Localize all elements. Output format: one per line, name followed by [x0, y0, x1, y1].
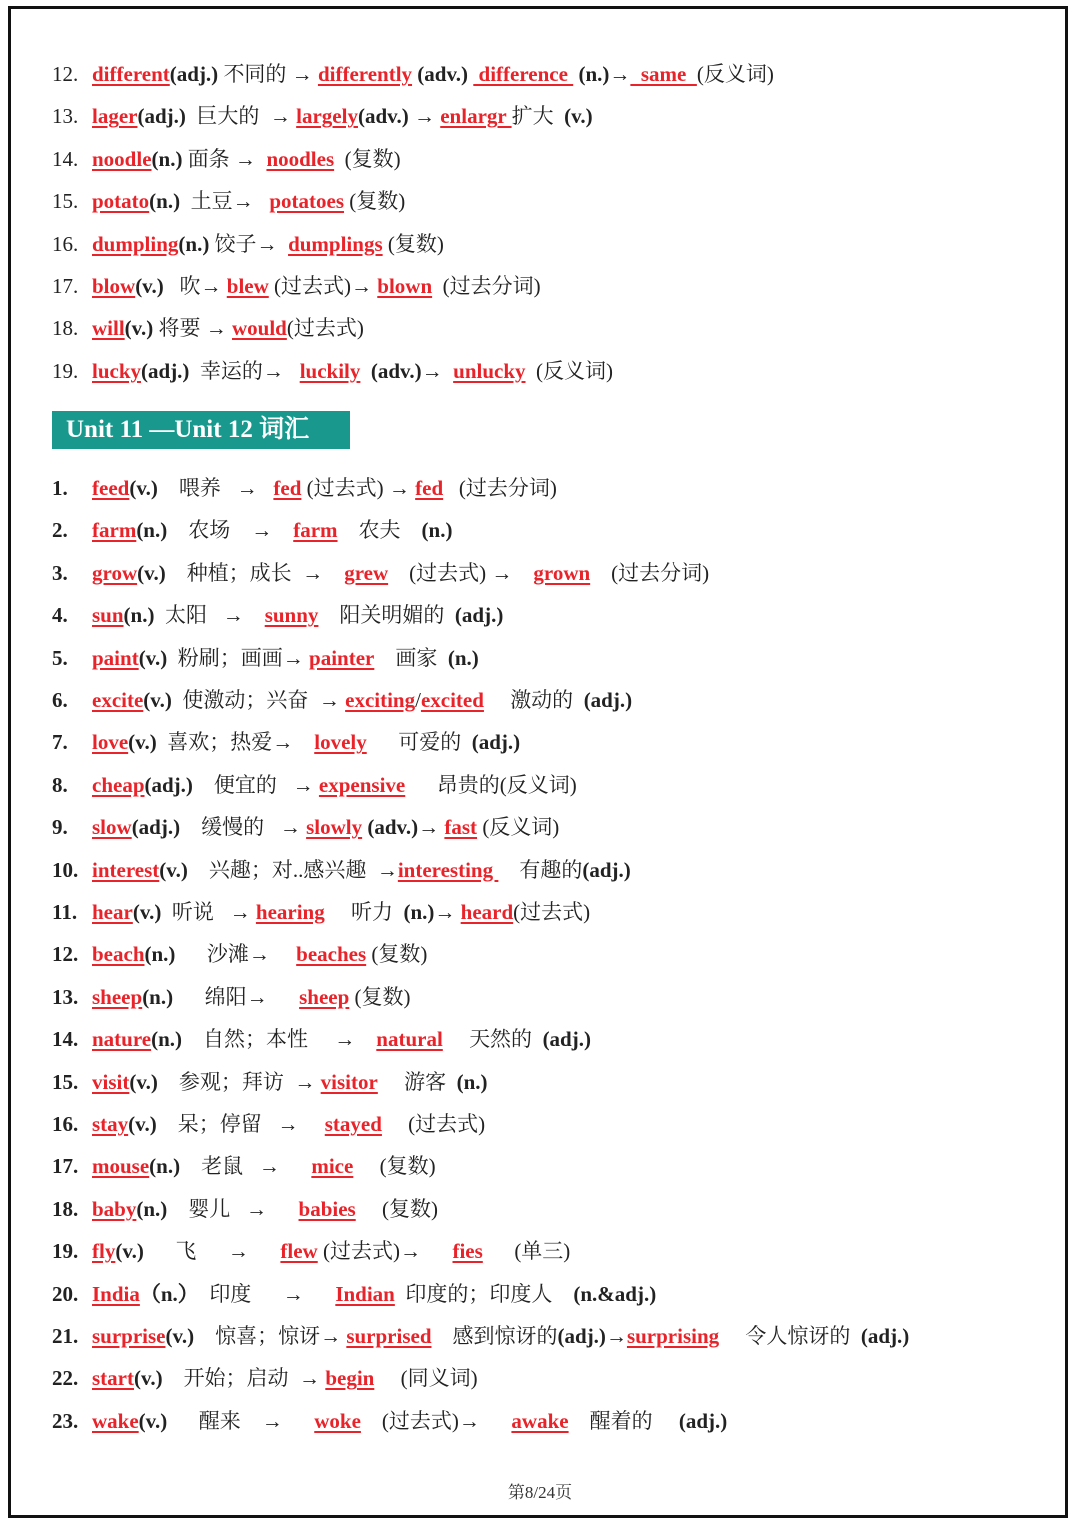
vocab-entry — [52, 271, 541, 301]
vocab-word: heard — [460, 900, 514, 924]
vocab-word: noodles — [266, 146, 335, 171]
part-of-speech: (v.) — [143, 688, 172, 712]
vocab-word: will — [92, 316, 125, 341]
meaning-text: 将要 → — [153, 316, 232, 341]
meaning-text: (反义词) — [696, 62, 774, 86]
part-of-speech: (n.) — [136, 518, 168, 543]
part-of-speech: (v.) — [132, 900, 162, 924]
meaning-text: 令人惊讶的 — [719, 1324, 856, 1348]
vocab-entry — [52, 1109, 485, 1139]
part-of-speech: (v.) — [165, 1324, 195, 1348]
part-of-speech: (adj.) — [141, 358, 190, 383]
vocab-word: dumpling — [92, 231, 179, 256]
vocab-word: blow — [92, 274, 136, 298]
entry-number: 19. — [52, 358, 79, 383]
part-of-speech: (adj.) — [144, 772, 193, 797]
meaning-text: 便宜的 → — [192, 772, 319, 797]
vocab-word: potatoes — [269, 189, 345, 214]
meaning-text: 饺子→ — [209, 231, 289, 256]
meaning-text: (过去式) — [286, 316, 364, 341]
meaning-text: (过去式) — [513, 900, 591, 924]
part-of-speech: (n.) — [403, 900, 435, 924]
meaning-text: 听说 → — [161, 900, 256, 924]
vocab-word: baby — [92, 1196, 137, 1221]
meaning-text: 印度的；印度人 — [394, 1281, 574, 1306]
vocab-word: slow — [92, 815, 132, 840]
vocab-word: lovely — [314, 730, 367, 755]
meaning-text: 感到惊讶的 — [431, 1324, 558, 1348]
meaning-text: 不同的 → — [218, 62, 318, 86]
meaning-text: 喜欢；热爱→ — [156, 730, 315, 755]
meaning-text: (复数) — [353, 1154, 436, 1179]
vocab-word: fed — [273, 476, 302, 500]
part-of-speech: （n.） — [139, 1281, 199, 1306]
meaning-text: 农夫 — [337, 518, 412, 543]
part-of-speech: (n.) — [178, 231, 210, 256]
entry-number: 2. — [52, 518, 68, 543]
vocab-word: India — [92, 1281, 140, 1306]
meaning-text: 粉刷；画画→ — [167, 645, 310, 670]
entry-number: 12. — [52, 942, 79, 967]
meaning-text: 喂养 → — [157, 476, 274, 500]
vocab-word: would — [232, 316, 287, 341]
entry-number: 14. — [52, 1027, 79, 1052]
meaning-text: (过去式)→ — [360, 1408, 512, 1433]
vocab-word: fast — [444, 815, 478, 840]
part-of-speech: (v.) — [115, 1239, 144, 1264]
vocab-word: expensive — [318, 772, 406, 797]
meaning-text: 天然的 — [442, 1027, 538, 1052]
entry-number: 16. — [52, 231, 79, 256]
vocab-entry — [52, 1151, 436, 1181]
part-of-speech: (n.) — [142, 984, 174, 1009]
meaning-text: 吹→ — [163, 274, 227, 298]
vocab-word: Indian — [335, 1281, 395, 1306]
vocab-word: differently — [317, 62, 413, 86]
vocab-entry — [52, 600, 503, 630]
vocab-word: mouse — [92, 1154, 150, 1179]
vocab-word: interesting — [397, 857, 499, 882]
vocab-word: exciting — [345, 688, 416, 712]
entry-number: 17. — [52, 274, 79, 298]
vocab-word: different — [92, 62, 170, 86]
vocab-word: flew — [280, 1239, 318, 1264]
meaning-text: (复数) — [355, 1196, 438, 1221]
part-of-speech: (adj.) — [537, 1027, 591, 1052]
vocab-word: potato — [92, 189, 150, 214]
vocab-word: fly — [92, 1239, 116, 1264]
entry-number: 15. — [52, 189, 79, 214]
vocab-entry — [52, 144, 401, 174]
vocab-word: awake — [511, 1408, 569, 1433]
vocab-word: surprised — [346, 1324, 432, 1348]
vocab-word: same — [630, 62, 697, 86]
vocab-word: surprising — [626, 1324, 720, 1348]
vocab-word: hear — [92, 900, 133, 924]
meaning-text: 听力 — [324, 900, 404, 924]
vocab-entry — [52, 982, 411, 1012]
part-of-speech: (n.) — [151, 146, 183, 171]
meaning-text: 巨大的 → — [185, 104, 297, 129]
vocab-entry — [52, 1067, 488, 1097]
entry-number: 11. — [52, 900, 78, 924]
part-of-speech: (v.) — [124, 316, 154, 341]
meaning-text: → — [605, 1324, 627, 1348]
part-of-speech: (adj.) — [557, 1324, 606, 1348]
vocab-word: difference — [473, 62, 574, 86]
meaning-text: 飞 → — [143, 1239, 281, 1264]
part-of-speech: (n.) — [451, 1069, 488, 1094]
part-of-speech: (v.) — [129, 476, 158, 500]
vocab-entry — [52, 1321, 909, 1351]
meaning-text: 缓慢的 → — [180, 815, 307, 840]
vocab-word: begin — [325, 1366, 375, 1391]
vocab-word: paint — [92, 645, 139, 670]
vocab-word: unlucky — [453, 358, 526, 383]
meaning-text: 惊喜；惊讶→ — [194, 1324, 347, 1348]
entry-number: 15. — [52, 1069, 79, 1094]
vocab-word: hearing — [255, 900, 325, 924]
vocab-word: grown — [533, 560, 591, 585]
vocab-word: wake — [92, 1408, 139, 1433]
meaning-text: 有趣的 — [498, 857, 583, 882]
entry-number: 8. — [52, 772, 68, 797]
vocab-word: woke — [314, 1408, 361, 1433]
entry-number: 22. — [52, 1366, 79, 1391]
vocab-word: grow — [92, 560, 138, 585]
vocab-word: lager — [92, 104, 138, 129]
meaning-text: (过去式)→ — [317, 1239, 453, 1264]
entry-number: 5. — [52, 645, 68, 670]
meaning-text: 沙滩→ — [175, 942, 297, 967]
vocab-entry — [52, 1406, 727, 1436]
entry-number: 4. — [52, 603, 68, 628]
meaning-text: (复数) — [366, 942, 428, 967]
part-of-speech: (adv.) — [362, 815, 419, 840]
meaning-text: (复数) — [334, 146, 401, 171]
part-of-speech: (adj.) — [578, 688, 633, 712]
meaning-text: (复数) — [349, 984, 411, 1009]
meaning-text: → — [418, 815, 445, 840]
part-of-speech: (v.) — [138, 645, 168, 670]
vocab-word: blew — [226, 274, 269, 298]
meaning-text: 印度 → — [198, 1281, 336, 1306]
entry-number: 16. — [52, 1112, 79, 1136]
part-of-speech: (adj.) — [131, 815, 181, 840]
vocab-entry — [52, 1194, 438, 1224]
part-of-speech: (v.) — [133, 1366, 163, 1391]
entry-number: 9. — [52, 815, 68, 840]
vocab-word: sun — [92, 603, 124, 628]
part-of-speech: (v.) — [558, 104, 593, 129]
part-of-speech: (adv.) — [412, 62, 474, 86]
vocab-word: farm — [92, 518, 137, 543]
meaning-text: 游客 — [377, 1069, 452, 1094]
entry-number: 3. — [52, 560, 68, 585]
vocab-entry — [52, 1236, 570, 1266]
part-of-speech: (adv.)→ — [360, 358, 454, 383]
meaning-text: (反义词) — [477, 815, 560, 840]
vocab-word: noodle — [92, 146, 152, 171]
meaning-text: 画家 — [374, 645, 443, 670]
vocab-word: start — [92, 1366, 134, 1391]
entry-number: 18. — [52, 1196, 79, 1221]
vocab-word: stayed — [324, 1112, 382, 1136]
vocab-entry — [52, 558, 709, 588]
entry-number: 23. — [52, 1408, 79, 1433]
vocab-word: nature — [92, 1027, 152, 1052]
vocab-word: slowly — [306, 815, 363, 840]
vocab-word: sunny — [264, 603, 319, 628]
meaning-text: → — [434, 900, 461, 924]
meaning-text: 醒着的 — [568, 1408, 674, 1433]
part-of-speech: (v.) — [138, 1408, 168, 1433]
meaning-text: 阳关明媚的 — [318, 603, 450, 628]
meaning-text: 绵阳→ — [173, 984, 300, 1009]
part-of-speech: (n.) — [151, 1027, 183, 1052]
vocab-word: visit — [92, 1069, 130, 1094]
vocab-word: love — [92, 730, 129, 755]
page-number: 第8/24页 — [507, 1483, 573, 1502]
vocab-entry — [52, 59, 774, 89]
part-of-speech: (adj.) — [449, 603, 504, 628]
meaning-text: → — [408, 104, 441, 129]
meaning-text: 太阳 → — [154, 603, 265, 628]
unit-heading: Unit 11 —Unit 12 词汇 — [52, 411, 350, 449]
vocab-entry — [52, 186, 405, 216]
vocab-entry — [52, 939, 427, 969]
vocab-entry — [52, 727, 520, 757]
meaning-text: 婴儿 → — [167, 1196, 299, 1221]
vocab-word: visitor — [320, 1069, 378, 1094]
part-of-speech: (v.) — [129, 1069, 158, 1094]
part-of-speech: (n.) — [149, 1154, 181, 1179]
vocab-entry — [52, 1363, 478, 1393]
vocab-word: stay — [92, 1112, 129, 1136]
entry-number: 14. — [52, 146, 79, 171]
part-of-speech: (n.) — [442, 645, 479, 670]
vocab-entry — [52, 855, 631, 885]
vocab-word: beach — [92, 942, 145, 967]
part-of-speech: (v.) — [128, 730, 157, 755]
meaning-text: 老鼠 → — [180, 1154, 312, 1179]
vocab-entry — [52, 770, 577, 800]
meaning-text: (过去分词) — [443, 476, 557, 500]
vocab-word: fies — [452, 1239, 483, 1264]
meaning-text: 农场 → — [167, 518, 294, 543]
meaning-text: (过去式)→ — [268, 274, 378, 298]
entry-number: 10. — [52, 857, 79, 882]
vocab-word: largely — [296, 104, 358, 129]
entry-number: 1. — [52, 476, 68, 500]
meaning-text: 醒来 → — [167, 1408, 315, 1433]
part-of-speech: (n.) — [123, 603, 155, 628]
vocab-entry — [52, 515, 452, 545]
meaning-text: 昂贵的(反义词) — [405, 772, 577, 797]
vocab-word: feed — [92, 476, 130, 500]
meaning-text: 面条 → — [182, 146, 267, 171]
part-of-speech: (n.) — [411, 518, 453, 543]
vocab-entry — [52, 473, 557, 503]
meaning-text: / — [415, 688, 421, 712]
part-of-speech: (adj.) — [137, 104, 186, 129]
vocab-word: beaches — [296, 942, 367, 967]
part-of-speech: (n.&adj.) — [573, 1281, 657, 1306]
meaning-text: (单三) — [482, 1239, 571, 1264]
part-of-speech: (v.) — [128, 1112, 157, 1136]
vocab-entry — [52, 1279, 656, 1309]
vocab-word: painter — [309, 645, 375, 670]
vocab-word: sheep — [92, 984, 143, 1009]
meaning-text: 使激动；兴奋 → — [171, 688, 346, 712]
meaning-text: 开始；启动 → — [162, 1366, 326, 1391]
meaning-text: 激动的 — [483, 688, 579, 712]
meaning-text: (反义词) — [525, 358, 614, 383]
part-of-speech: (adj.) — [466, 730, 521, 755]
vocab-word: excited — [420, 688, 484, 712]
entry-number: 7. — [52, 730, 68, 755]
part-of-speech: (v.) — [135, 274, 164, 298]
vocab-entry — [52, 812, 559, 842]
vocab-word: fed — [415, 476, 444, 500]
meaning-text: (过去分词) — [590, 560, 710, 585]
vocab-entry — [52, 685, 632, 715]
vocab-word: enlargr — [440, 104, 512, 129]
part-of-speech: (n.) — [149, 189, 181, 214]
meaning-text: 扩大 — [511, 104, 559, 129]
part-of-speech: (n.) — [144, 942, 176, 967]
entry-number: 18. — [52, 316, 79, 341]
part-of-speech: (adj.) — [169, 62, 219, 86]
part-of-speech: (n.)→ — [573, 62, 631, 86]
vocab-entry — [52, 356, 613, 386]
meaning-text: (复数) — [344, 189, 406, 214]
part-of-speech: (adj.) — [582, 857, 631, 882]
meaning-text: 兴趣；对..感兴趣 → — [187, 857, 398, 882]
vocab-entry — [52, 1024, 591, 1054]
entry-number: 13. — [52, 104, 79, 129]
meaning-text: 自然；本性 → — [182, 1027, 377, 1052]
vocab-word: excite — [92, 688, 144, 712]
vocab-word: lucky — [92, 358, 142, 383]
meaning-text: 参观；拜访 → — [157, 1069, 321, 1094]
vocab-word: farm — [293, 518, 338, 543]
vocab-word: grew — [344, 560, 389, 585]
vocab-word: blown — [377, 274, 433, 298]
meaning-text: 呆；停留 → — [156, 1112, 325, 1136]
meaning-text: 土豆→ — [180, 189, 270, 214]
vocab-word: sheep — [299, 984, 350, 1009]
entry-number: 17. — [52, 1154, 79, 1179]
meaning-text: 种植；成长 → — [165, 560, 345, 585]
vocab-entry — [52, 101, 593, 131]
entry-number: 20. — [52, 1281, 79, 1306]
meaning-text: (复数) — [382, 231, 444, 256]
vocab-word: interest — [92, 857, 160, 882]
vocab-word: surprise — [92, 1324, 166, 1348]
meaning-text: 可爱的 — [366, 730, 467, 755]
part-of-speech: (adv.) — [357, 104, 409, 129]
vocab-word: natural — [376, 1027, 443, 1052]
meaning-text: (过去式) → — [388, 560, 534, 585]
part-of-speech: (v.) — [159, 857, 188, 882]
meaning-text: (同义词) — [374, 1366, 478, 1391]
vocab-entry — [52, 643, 479, 673]
vocab-word: luckily — [299, 358, 361, 383]
part-of-speech: (adj.) — [673, 1408, 728, 1433]
part-of-speech: (adj.) — [855, 1324, 910, 1348]
entry-number: 13. — [52, 984, 79, 1009]
vocab-word: dumplings — [288, 231, 383, 256]
vocab-entry — [52, 313, 364, 343]
meaning-text: 幸运的→ — [189, 358, 300, 383]
meaning-text: (过去式) — [381, 1112, 486, 1136]
entry-number: 6. — [52, 688, 68, 712]
part-of-speech: (n.) — [136, 1196, 168, 1221]
vocab-entry — [52, 229, 444, 259]
part-of-speech: (v.) — [137, 560, 166, 585]
entry-number: 21. — [52, 1324, 79, 1348]
meaning-text: (过去分词) — [432, 274, 541, 298]
entry-number: 19. — [52, 1239, 79, 1264]
vocab-word: cheap — [92, 772, 145, 797]
vocab-word: mice — [311, 1154, 354, 1179]
vocab-word: babies — [298, 1196, 356, 1221]
entry-number: 12. — [52, 62, 79, 86]
vocab-entry — [52, 897, 590, 927]
meaning-text: (过去式) → — [301, 476, 416, 500]
